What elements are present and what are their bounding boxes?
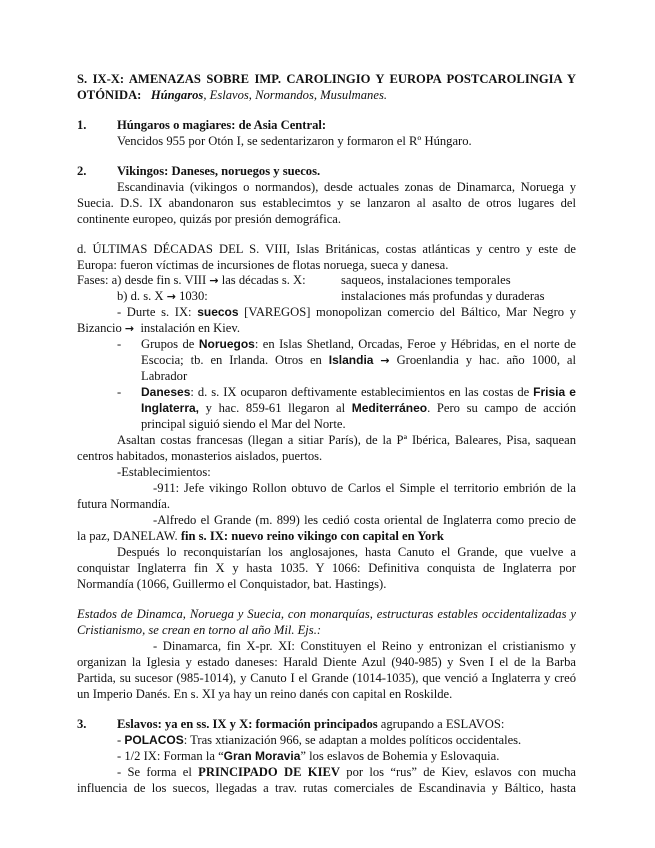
gran-moravia-line: - 1/2 IX: Forman la “Gran Moravia” los eslavos de Bohemia y Eslovaquia. (117, 749, 500, 763)
arrow-right-icon: → (124, 322, 135, 335)
establecimientos-label: -Establecimientos: (117, 465, 211, 479)
section-1-text: Vencidos 955 por Otón I, se sedentarizaron y formaron el Rº Húngaro. (117, 134, 472, 148)
fases-a: Fases: a) desde fin s. VIII → las décadas s. X: (77, 273, 306, 287)
dinamarca-line: - Dinamarca, fin X-pr. XI: Constituyen el Reino y entronizan el cristianismo y (153, 639, 576, 653)
noruegos-line: Grupos de Noruegos: en Islas Shetland, Orcadas, Feroe y Hébridas, en el norte de (141, 337, 576, 351)
section-2-heading: Vikingos: Daneses, noruegos y suecos. (117, 164, 321, 178)
dinamarca-line: Partida, su sucesor (985-1014), y Canuto I el Grande (1014-1035), que venció a Inglaterra y creó (77, 671, 576, 685)
alfredo-line: la paz, DANELAW. fin s. IX: nuevo reino vikingo con capital en York (77, 529, 444, 543)
section-2-paragraph-line: continente europeo, quizás por presión demográfica. (77, 212, 342, 226)
section-2-paragraph-line: Escandinavia (vikingos o normandos), desde actuales zonas de Dinamarca, Noruega y (117, 180, 576, 194)
despues-line: Después lo reconquistarían los anglosajones, hasta Canuto el Grande, que vuelve a (117, 545, 576, 559)
dinamarca-line: un Imperio Danés. En s. XI ya hay un reino danés con capital en Roskilde. (77, 687, 453, 701)
rollon-line: -911: Jefe vikingo Rollon obtuvo de Carlos el Simple el territorio embrión de la (153, 481, 576, 495)
section-2-number: 2. (77, 164, 87, 178)
dinamarca-line: organizan la Iglesia y estado daneses: Harald Diente Azul (940-985) y Sven I el de la Barba (77, 655, 576, 669)
despues-line: Normandía (1066, Guillermo el Conquistador, bat. Hastings). (77, 577, 387, 591)
fases-a-description: saqueos, instalaciones temporales (341, 273, 511, 287)
alfredo-line: -Alfredo el Grande (m. 899) les cedió costa oriental de Inglaterra como precio de (153, 513, 576, 527)
section-1-number: 1. (77, 118, 87, 132)
title-line-2: OTÓNIDA: Húngaros, Eslavos, Normandos, Musulmanes. (77, 88, 387, 102)
asaltan-line: Asaltan costas francesas (llegan a sitiar París), de la Pª Ibérica, Baleares, Pisa, saquean (117, 433, 576, 447)
kiev-line: - Se forma el PRINCIPADO DE KIEV por los “rus” de Kiev, eslavos con mucha (117, 765, 576, 779)
fases-b: b) d. s. X → 1030: (117, 289, 208, 303)
estados-line: Estados de Dinamca, Noruega y Suecia, con monarquías, estructuras estables occidentalizadas y (77, 607, 576, 621)
daneses-bullet: - (117, 385, 122, 399)
noruegos-bullet: - (117, 337, 122, 351)
estados-line: Cristianismo, se crean en torno al año Mil. Ejs.: (77, 623, 322, 637)
suecos-line: Bizancio → instalación en Kiev. (77, 321, 240, 335)
arrow-right-icon: → (380, 354, 390, 367)
daneses-line: Daneses: d. s. IX ocuparon deftivamente establecimientos en las costas de Frisia e (141, 385, 576, 399)
decadas-line: Europa: fueron víctimas de incursiones de flotas noruega, sueca y danesa. (77, 258, 449, 272)
fases-b-description: instalaciones más profundas y duraderas (341, 289, 545, 303)
decadas-line: d. ÚLTIMAS DÉCADAS DEL S. VIII, Islas Británicas, costas atlánticas y centro y este de (77, 242, 576, 256)
arrow-right-icon: → (166, 290, 176, 303)
kiev-line: influencia de los suecos, llegadas a trav. rutas comerciales de Escandinavia y Báltico, hasta (77, 781, 576, 795)
noruegos-line: Labrador (141, 369, 188, 383)
suecos-line: - Durte s. IX: suecos [VAREGOS] monopolizan comercio del Báltico, Mar Negro y (117, 305, 576, 319)
daneses-line: principal siguió siendo el Mar del Norte. (141, 417, 346, 431)
arrow-right-icon: → (209, 274, 219, 287)
noruegos-line: Escocia; tb. en Irlanda. Otros en Islandia → Groenlandia y hac. año 1000, al (141, 353, 576, 367)
daneses-line: Inglaterra, y hac. 859-61 llegaron al Mediterráneo. Pero su campo de acción (141, 401, 577, 415)
asaltan-line: centros habitados, monasterios aislados, puertos. (77, 449, 323, 463)
section-3-number: 3. (77, 717, 87, 731)
polacos-line: - POLACOS: Tras xtianización 966, se adaptan a moldes políticos occidentales. (117, 733, 522, 747)
despues-line: conquistar Inglaterra fin X y hasta 1035. Y 1066: Definitiva conquista de Inglaterra por (77, 561, 576, 575)
title-line-1: S. IX-X: AMENAZAS SOBRE IMP. CAROLINGIO Y EUROPA POSTCAROLINGIA Y (77, 72, 576, 86)
section-2-paragraph-line: Suecia. D.S. IX abandonaron sus establecimtos y se lanzaron al asalto de otros lugares del (77, 196, 576, 210)
section-3-heading: Eslavos: ya en ss. IX y X: formación principados agrupando a ESLAVOS: (117, 717, 505, 731)
rollon-line: futura Normandía. (77, 497, 171, 511)
section-1-heading: Húngaros o magiares: de Asia Central: (117, 118, 327, 132)
